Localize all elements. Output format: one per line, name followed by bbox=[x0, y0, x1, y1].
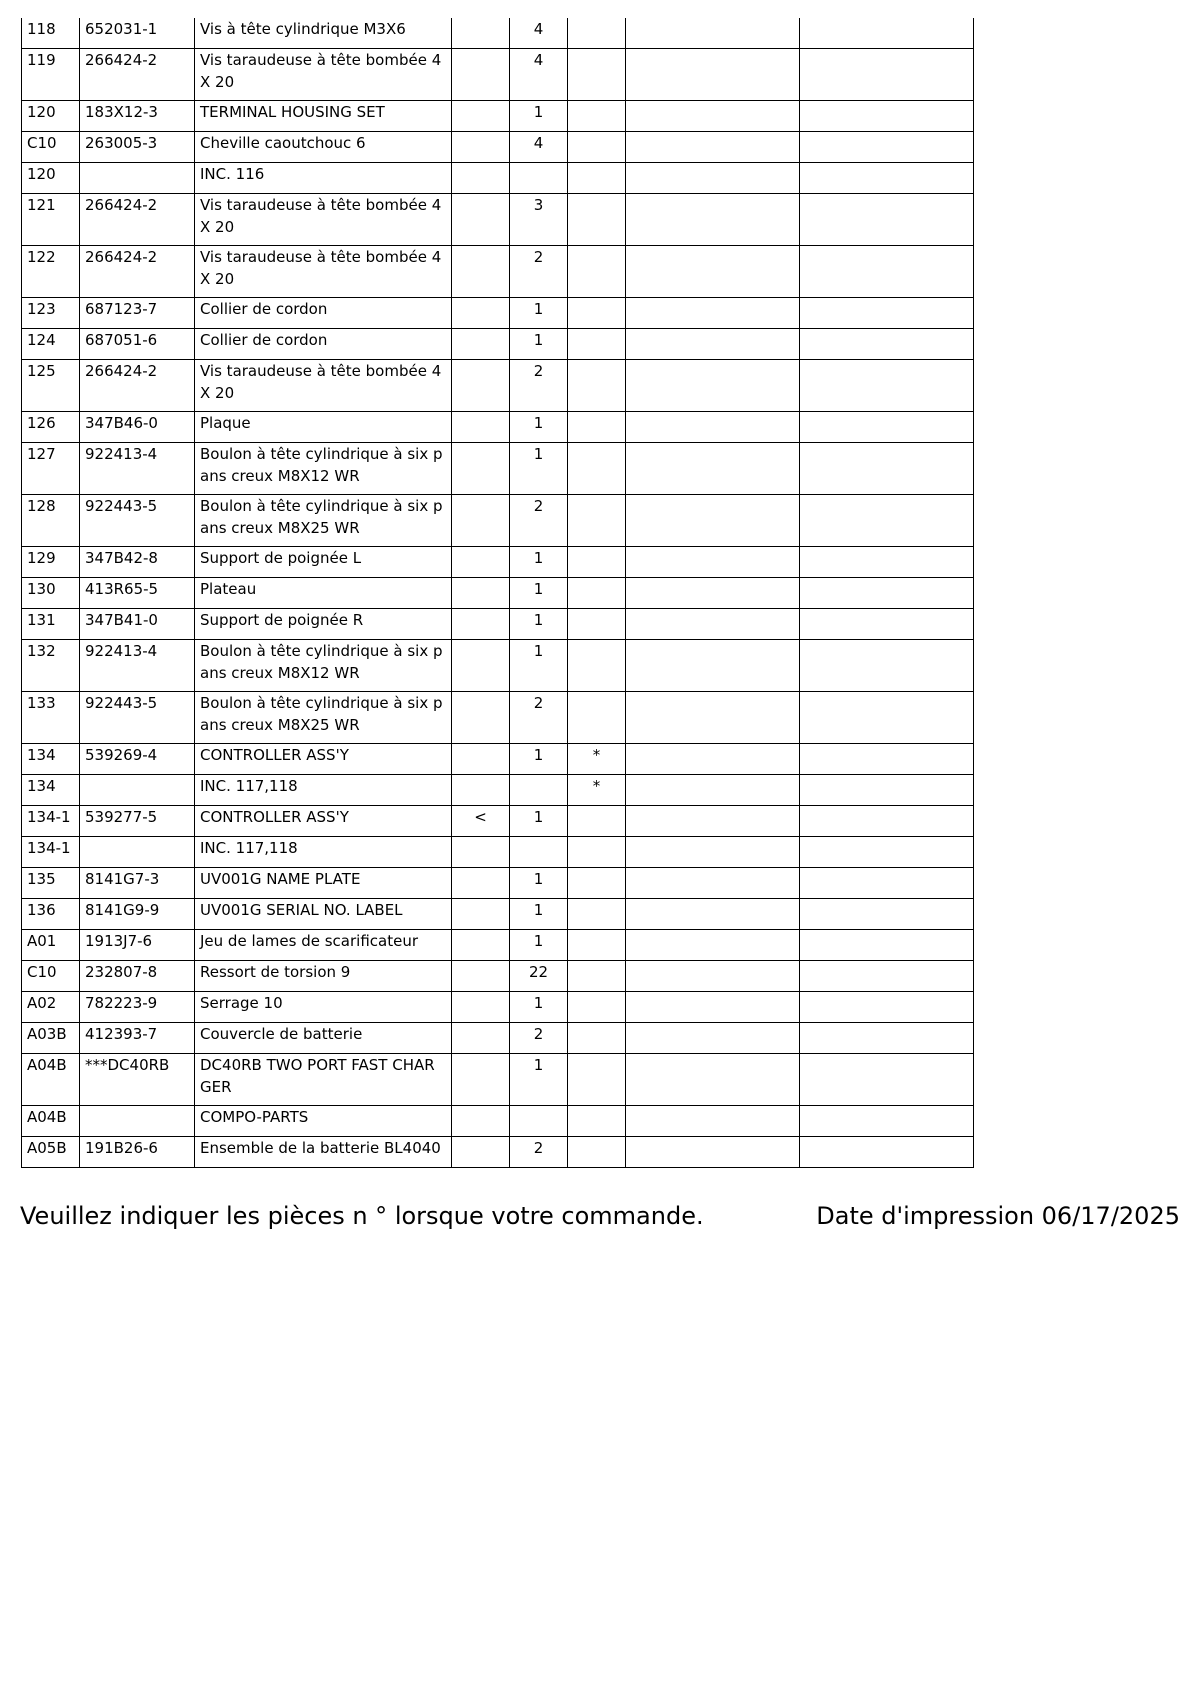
cell-description: Ressort de torsion 9 bbox=[195, 961, 452, 992]
cell-change-flag bbox=[452, 360, 510, 412]
cell-description: Vis taraudeuse à tête bombée 4X 20 bbox=[195, 246, 452, 298]
cell-marker bbox=[568, 101, 626, 132]
cell-description: CONTROLLER ASS'Y bbox=[195, 806, 452, 837]
table-row bbox=[22, 163, 974, 194]
cell-blank bbox=[626, 495, 800, 547]
table-row bbox=[22, 775, 974, 806]
cell-change-flag bbox=[452, 868, 510, 899]
cell-part-number: 922413-4 bbox=[80, 640, 195, 692]
table-row bbox=[22, 495, 974, 547]
cell-blank bbox=[626, 163, 800, 194]
cell-description: Boulon à tête cylindrique à six pans creux M8X12 WR bbox=[195, 640, 452, 692]
cell-marker bbox=[568, 609, 626, 640]
cell-part-number: ***DC40RB bbox=[80, 1054, 195, 1106]
cell-part-number: 191B26-6 bbox=[80, 1137, 195, 1168]
cell-quantity: 1 bbox=[510, 609, 568, 640]
cell-marker bbox=[568, 495, 626, 547]
cell-description: Couvercle de batterie bbox=[195, 1023, 452, 1054]
table-row bbox=[22, 744, 974, 775]
cell-description: Vis taraudeuse à tête bombée 4X 20 bbox=[195, 360, 452, 412]
cell-blank bbox=[800, 246, 974, 298]
cell-change-flag bbox=[452, 744, 510, 775]
cell-description: Boulon à tête cylindrique à six pans creux M8X25 WR bbox=[195, 495, 452, 547]
cell-quantity: 3 bbox=[510, 194, 568, 246]
cell-blank bbox=[626, 49, 800, 101]
cell-blank bbox=[800, 547, 974, 578]
cell-item-number: A04B bbox=[22, 1054, 80, 1106]
cell-marker bbox=[568, 992, 626, 1023]
cell-item-number: C10 bbox=[22, 132, 80, 163]
cell-marker bbox=[568, 961, 626, 992]
cell-change-flag bbox=[452, 298, 510, 329]
parts-table bbox=[21, 18, 974, 1168]
cell-change-flag bbox=[452, 961, 510, 992]
cell-part-number bbox=[80, 837, 195, 868]
cell-marker bbox=[568, 49, 626, 101]
cell-blank bbox=[626, 868, 800, 899]
cell-marker bbox=[568, 930, 626, 961]
table-row bbox=[22, 1054, 974, 1106]
cell-blank bbox=[800, 194, 974, 246]
cell-blank bbox=[626, 443, 800, 495]
cell-part-number: 922443-5 bbox=[80, 495, 195, 547]
cell-item-number: 134 bbox=[22, 775, 80, 806]
table-row bbox=[22, 49, 974, 101]
cell-item-number: A03B bbox=[22, 1023, 80, 1054]
cell-blank bbox=[800, 899, 974, 930]
cell-item-number: 129 bbox=[22, 547, 80, 578]
cell-item-number: 130 bbox=[22, 578, 80, 609]
cell-quantity: 22 bbox=[510, 961, 568, 992]
cell-quantity: 1 bbox=[510, 443, 568, 495]
cell-description: INC. 116 bbox=[195, 163, 452, 194]
cell-blank bbox=[626, 18, 800, 49]
cell-part-number: 266424-2 bbox=[80, 246, 195, 298]
cell-blank bbox=[626, 246, 800, 298]
cell-quantity: 1 bbox=[510, 298, 568, 329]
cell-blank bbox=[800, 329, 974, 360]
cell-description: Plateau bbox=[195, 578, 452, 609]
cell-item-number: A01 bbox=[22, 930, 80, 961]
cell-quantity: 4 bbox=[510, 132, 568, 163]
cell-quantity: 2 bbox=[510, 495, 568, 547]
cell-quantity: 1 bbox=[510, 806, 568, 837]
cell-blank bbox=[626, 194, 800, 246]
cell-quantity: 1 bbox=[510, 101, 568, 132]
cell-quantity: 1 bbox=[510, 547, 568, 578]
cell-change-flag bbox=[452, 1054, 510, 1106]
table-row bbox=[22, 578, 974, 609]
cell-blank bbox=[800, 806, 974, 837]
cell-item-number: 128 bbox=[22, 495, 80, 547]
cell-change-flag bbox=[452, 930, 510, 961]
cell-part-number: 652031-1 bbox=[80, 18, 195, 49]
cell-description: Boulon à tête cylindrique à six pans creux M8X12 WR bbox=[195, 443, 452, 495]
cell-part-number bbox=[80, 163, 195, 194]
cell-blank bbox=[800, 1054, 974, 1106]
cell-change-flag bbox=[452, 609, 510, 640]
cell-blank bbox=[800, 1106, 974, 1137]
cell-quantity: 1 bbox=[510, 578, 568, 609]
cell-item-number: 134-1 bbox=[22, 806, 80, 837]
cell-blank bbox=[800, 101, 974, 132]
cell-change-flag bbox=[452, 163, 510, 194]
cell-part-number: 1913J7-6 bbox=[80, 930, 195, 961]
cell-blank bbox=[800, 18, 974, 49]
cell-blank bbox=[800, 837, 974, 868]
cell-blank bbox=[800, 692, 974, 744]
cell-item-number: 134 bbox=[22, 744, 80, 775]
table-row bbox=[22, 443, 974, 495]
cell-change-flag bbox=[452, 495, 510, 547]
table-row bbox=[22, 692, 974, 744]
table-row bbox=[22, 609, 974, 640]
cell-blank bbox=[626, 744, 800, 775]
cell-marker bbox=[568, 194, 626, 246]
cell-change-flag bbox=[452, 692, 510, 744]
cell-blank bbox=[626, 132, 800, 163]
cell-marker bbox=[568, 578, 626, 609]
cell-change-flag bbox=[452, 899, 510, 930]
cell-part-number: 347B42-8 bbox=[80, 547, 195, 578]
cell-quantity: 1 bbox=[510, 1054, 568, 1106]
cell-part-number: 922443-5 bbox=[80, 692, 195, 744]
cell-marker bbox=[568, 806, 626, 837]
cell-change-flag bbox=[452, 329, 510, 360]
cell-part-number: 539269-4 bbox=[80, 744, 195, 775]
cell-part-number: 782223-9 bbox=[80, 992, 195, 1023]
table-row bbox=[22, 961, 974, 992]
cell-change-flag bbox=[452, 132, 510, 163]
cell-description: Boulon à tête cylindrique à six pans creux M8X25 WR bbox=[195, 692, 452, 744]
cell-marker bbox=[568, 18, 626, 49]
cell-item-number: 135 bbox=[22, 868, 80, 899]
cell-item-number: 131 bbox=[22, 609, 80, 640]
cell-item-number: 133 bbox=[22, 692, 80, 744]
cell-change-flag bbox=[452, 443, 510, 495]
cell-quantity: 2 bbox=[510, 1023, 568, 1054]
table-row bbox=[22, 101, 974, 132]
cell-blank bbox=[626, 578, 800, 609]
cell-marker bbox=[568, 1054, 626, 1106]
cell-quantity: 1 bbox=[510, 868, 568, 899]
cell-item-number: A04B bbox=[22, 1106, 80, 1137]
cell-blank bbox=[626, 640, 800, 692]
table-row bbox=[22, 547, 974, 578]
cell-part-number: 347B46-0 bbox=[80, 412, 195, 443]
cell-quantity: 1 bbox=[510, 412, 568, 443]
cell-blank bbox=[800, 1137, 974, 1168]
cell-part-number: 8141G7-3 bbox=[80, 868, 195, 899]
table-row bbox=[22, 930, 974, 961]
cell-marker bbox=[568, 412, 626, 443]
cell-blank bbox=[626, 101, 800, 132]
cell-part-number: 266424-2 bbox=[80, 49, 195, 101]
cell-description: CONTROLLER ASS'Y bbox=[195, 744, 452, 775]
cell-description: UV001G SERIAL NO. LABEL bbox=[195, 899, 452, 930]
cell-item-number: A02 bbox=[22, 992, 80, 1023]
cell-marker bbox=[568, 837, 626, 868]
cell-part-number: 539277-5 bbox=[80, 806, 195, 837]
cell-blank bbox=[800, 640, 974, 692]
cell-blank bbox=[626, 1137, 800, 1168]
cell-description: Vis à tête cylindrique M3X6 bbox=[195, 18, 452, 49]
cell-marker: * bbox=[568, 775, 626, 806]
cell-marker bbox=[568, 360, 626, 412]
cell-description: UV001G NAME PLATE bbox=[195, 868, 452, 899]
cell-change-flag bbox=[452, 18, 510, 49]
cell-part-number: 266424-2 bbox=[80, 360, 195, 412]
cell-blank bbox=[800, 961, 974, 992]
cell-marker bbox=[568, 899, 626, 930]
cell-marker bbox=[568, 868, 626, 899]
cell-description: Support de poignée L bbox=[195, 547, 452, 578]
cell-description: Vis taraudeuse à tête bombée 4X 20 bbox=[195, 49, 452, 101]
cell-blank bbox=[626, 775, 800, 806]
cell-item-number: 120 bbox=[22, 163, 80, 194]
cell-blank bbox=[626, 992, 800, 1023]
cell-blank bbox=[626, 837, 800, 868]
cell-quantity: 1 bbox=[510, 992, 568, 1023]
cell-quantity: 2 bbox=[510, 1137, 568, 1168]
cell-description: Support de poignée R bbox=[195, 609, 452, 640]
cell-blank bbox=[800, 868, 974, 899]
cell-marker bbox=[568, 246, 626, 298]
cell-marker bbox=[568, 1023, 626, 1054]
table-row bbox=[22, 18, 974, 49]
cell-part-number: 8141G9-9 bbox=[80, 899, 195, 930]
cell-blank bbox=[800, 360, 974, 412]
table-row bbox=[22, 1106, 974, 1137]
cell-description: Vis taraudeuse à tête bombée 4X 20 bbox=[195, 194, 452, 246]
cell-description: Collier de cordon bbox=[195, 298, 452, 329]
cell-part-number bbox=[80, 1106, 195, 1137]
cell-marker bbox=[568, 132, 626, 163]
cell-quantity: 1 bbox=[510, 640, 568, 692]
cell-quantity: 1 bbox=[510, 930, 568, 961]
cell-description: TERMINAL HOUSING SET bbox=[195, 101, 452, 132]
cell-item-number: 122 bbox=[22, 246, 80, 298]
cell-quantity bbox=[510, 837, 568, 868]
cell-item-number: 136 bbox=[22, 899, 80, 930]
cell-item-number: 125 bbox=[22, 360, 80, 412]
cell-part-number bbox=[80, 775, 195, 806]
cell-change-flag bbox=[452, 547, 510, 578]
cell-blank bbox=[626, 1106, 800, 1137]
cell-part-number: 687051-6 bbox=[80, 329, 195, 360]
cell-blank bbox=[626, 609, 800, 640]
cell-part-number: 347B41-0 bbox=[80, 609, 195, 640]
cell-change-flag bbox=[452, 194, 510, 246]
parts-table-body bbox=[22, 18, 974, 1168]
cell-blank bbox=[626, 298, 800, 329]
cell-blank bbox=[800, 744, 974, 775]
cell-item-number: A05B bbox=[22, 1137, 80, 1168]
table-row bbox=[22, 868, 974, 899]
cell-description: Ensemble de la batterie BL4040 bbox=[195, 1137, 452, 1168]
cell-blank bbox=[626, 329, 800, 360]
cell-item-number: 121 bbox=[22, 194, 80, 246]
cell-blank bbox=[626, 899, 800, 930]
cell-blank bbox=[800, 298, 974, 329]
cell-blank bbox=[800, 443, 974, 495]
cell-quantity bbox=[510, 163, 568, 194]
table-row bbox=[22, 806, 974, 837]
cell-blank bbox=[800, 49, 974, 101]
cell-change-flag bbox=[452, 640, 510, 692]
cell-marker: * bbox=[568, 744, 626, 775]
cell-change-flag bbox=[452, 412, 510, 443]
cell-description: INC. 117,118 bbox=[195, 775, 452, 806]
cell-item-number: 127 bbox=[22, 443, 80, 495]
cell-item-number: 123 bbox=[22, 298, 80, 329]
cell-change-flag bbox=[452, 49, 510, 101]
table-row bbox=[22, 194, 974, 246]
cell-description: INC. 117,118 bbox=[195, 837, 452, 868]
cell-description: COMPO-PARTS bbox=[195, 1106, 452, 1137]
table-row bbox=[22, 1023, 974, 1054]
cell-item-number: 119 bbox=[22, 49, 80, 101]
cell-quantity: 1 bbox=[510, 329, 568, 360]
cell-change-flag bbox=[452, 101, 510, 132]
cell-marker bbox=[568, 1106, 626, 1137]
cell-part-number: 412393-7 bbox=[80, 1023, 195, 1054]
print-date: Date d'impression 06/17/2025 bbox=[816, 1202, 1180, 1230]
cell-quantity: 2 bbox=[510, 360, 568, 412]
table-row bbox=[22, 329, 974, 360]
cell-part-number: 183X12-3 bbox=[80, 101, 195, 132]
cell-item-number: 126 bbox=[22, 412, 80, 443]
cell-blank bbox=[800, 609, 974, 640]
table-row bbox=[22, 132, 974, 163]
cell-quantity bbox=[510, 775, 568, 806]
cell-change-flag bbox=[452, 992, 510, 1023]
cell-blank bbox=[800, 412, 974, 443]
cell-change-flag bbox=[452, 1023, 510, 1054]
table-row bbox=[22, 899, 974, 930]
cell-marker bbox=[568, 163, 626, 194]
cell-blank bbox=[626, 930, 800, 961]
cell-description: Plaque bbox=[195, 412, 452, 443]
cell-change-flag bbox=[452, 1137, 510, 1168]
cell-blank bbox=[626, 1054, 800, 1106]
cell-quantity bbox=[510, 1106, 568, 1137]
cell-blank bbox=[800, 132, 974, 163]
cell-change-flag bbox=[452, 1106, 510, 1137]
cell-blank bbox=[800, 1023, 974, 1054]
cell-description: Collier de cordon bbox=[195, 329, 452, 360]
cell-blank bbox=[626, 412, 800, 443]
cell-part-number: 413R65-5 bbox=[80, 578, 195, 609]
cell-part-number: 266424-2 bbox=[80, 194, 195, 246]
cell-part-number: 232807-8 bbox=[80, 961, 195, 992]
cell-part-number: 263005-3 bbox=[80, 132, 195, 163]
cell-item-number: 134-1 bbox=[22, 837, 80, 868]
cell-blank bbox=[800, 495, 974, 547]
cell-change-flag: < bbox=[452, 806, 510, 837]
cell-blank bbox=[626, 360, 800, 412]
cell-blank bbox=[626, 547, 800, 578]
cell-marker bbox=[568, 443, 626, 495]
cell-quantity: 4 bbox=[510, 49, 568, 101]
cell-item-number: 132 bbox=[22, 640, 80, 692]
cell-blank bbox=[800, 992, 974, 1023]
cell-item-number: C10 bbox=[22, 961, 80, 992]
cell-part-number: 922413-4 bbox=[80, 443, 195, 495]
cell-marker bbox=[568, 547, 626, 578]
cell-blank bbox=[800, 775, 974, 806]
cell-description: Serrage 10 bbox=[195, 992, 452, 1023]
table-row bbox=[22, 360, 974, 412]
cell-item-number: 124 bbox=[22, 329, 80, 360]
cell-blank bbox=[626, 961, 800, 992]
cell-blank bbox=[626, 1023, 800, 1054]
order-instruction-note: Veuillez indiquer les pièces n ° lorsque votre commande. bbox=[20, 1202, 704, 1230]
cell-description: DC40RB TWO PORT FAST CHARGER bbox=[195, 1054, 452, 1106]
cell-quantity: 2 bbox=[510, 692, 568, 744]
cell-part-number: 687123-7 bbox=[80, 298, 195, 329]
cell-marker bbox=[568, 1137, 626, 1168]
cell-marker bbox=[568, 692, 626, 744]
cell-blank bbox=[626, 692, 800, 744]
cell-marker bbox=[568, 329, 626, 360]
cell-quantity: 1 bbox=[510, 744, 568, 775]
cell-marker bbox=[568, 298, 626, 329]
cell-quantity: 2 bbox=[510, 246, 568, 298]
table-row bbox=[22, 246, 974, 298]
cell-item-number: 118 bbox=[22, 18, 80, 49]
cell-marker bbox=[568, 640, 626, 692]
cell-blank bbox=[800, 930, 974, 961]
table-row bbox=[22, 837, 974, 868]
cell-blank bbox=[800, 163, 974, 194]
table-row bbox=[22, 1137, 974, 1168]
cell-change-flag bbox=[452, 775, 510, 806]
cell-description: Jeu de lames de scarificateur bbox=[195, 930, 452, 961]
table-row bbox=[22, 412, 974, 443]
table-row bbox=[22, 992, 974, 1023]
cell-change-flag bbox=[452, 578, 510, 609]
cell-change-flag bbox=[452, 246, 510, 298]
cell-blank bbox=[800, 578, 974, 609]
cell-change-flag bbox=[452, 837, 510, 868]
cell-quantity: 4 bbox=[510, 18, 568, 49]
cell-quantity: 1 bbox=[510, 899, 568, 930]
cell-item-number: 120 bbox=[22, 101, 80, 132]
table-row bbox=[22, 640, 974, 692]
cell-description: Cheville caoutchouc 6 bbox=[195, 132, 452, 163]
table-row bbox=[22, 298, 974, 329]
cell-blank bbox=[626, 806, 800, 837]
